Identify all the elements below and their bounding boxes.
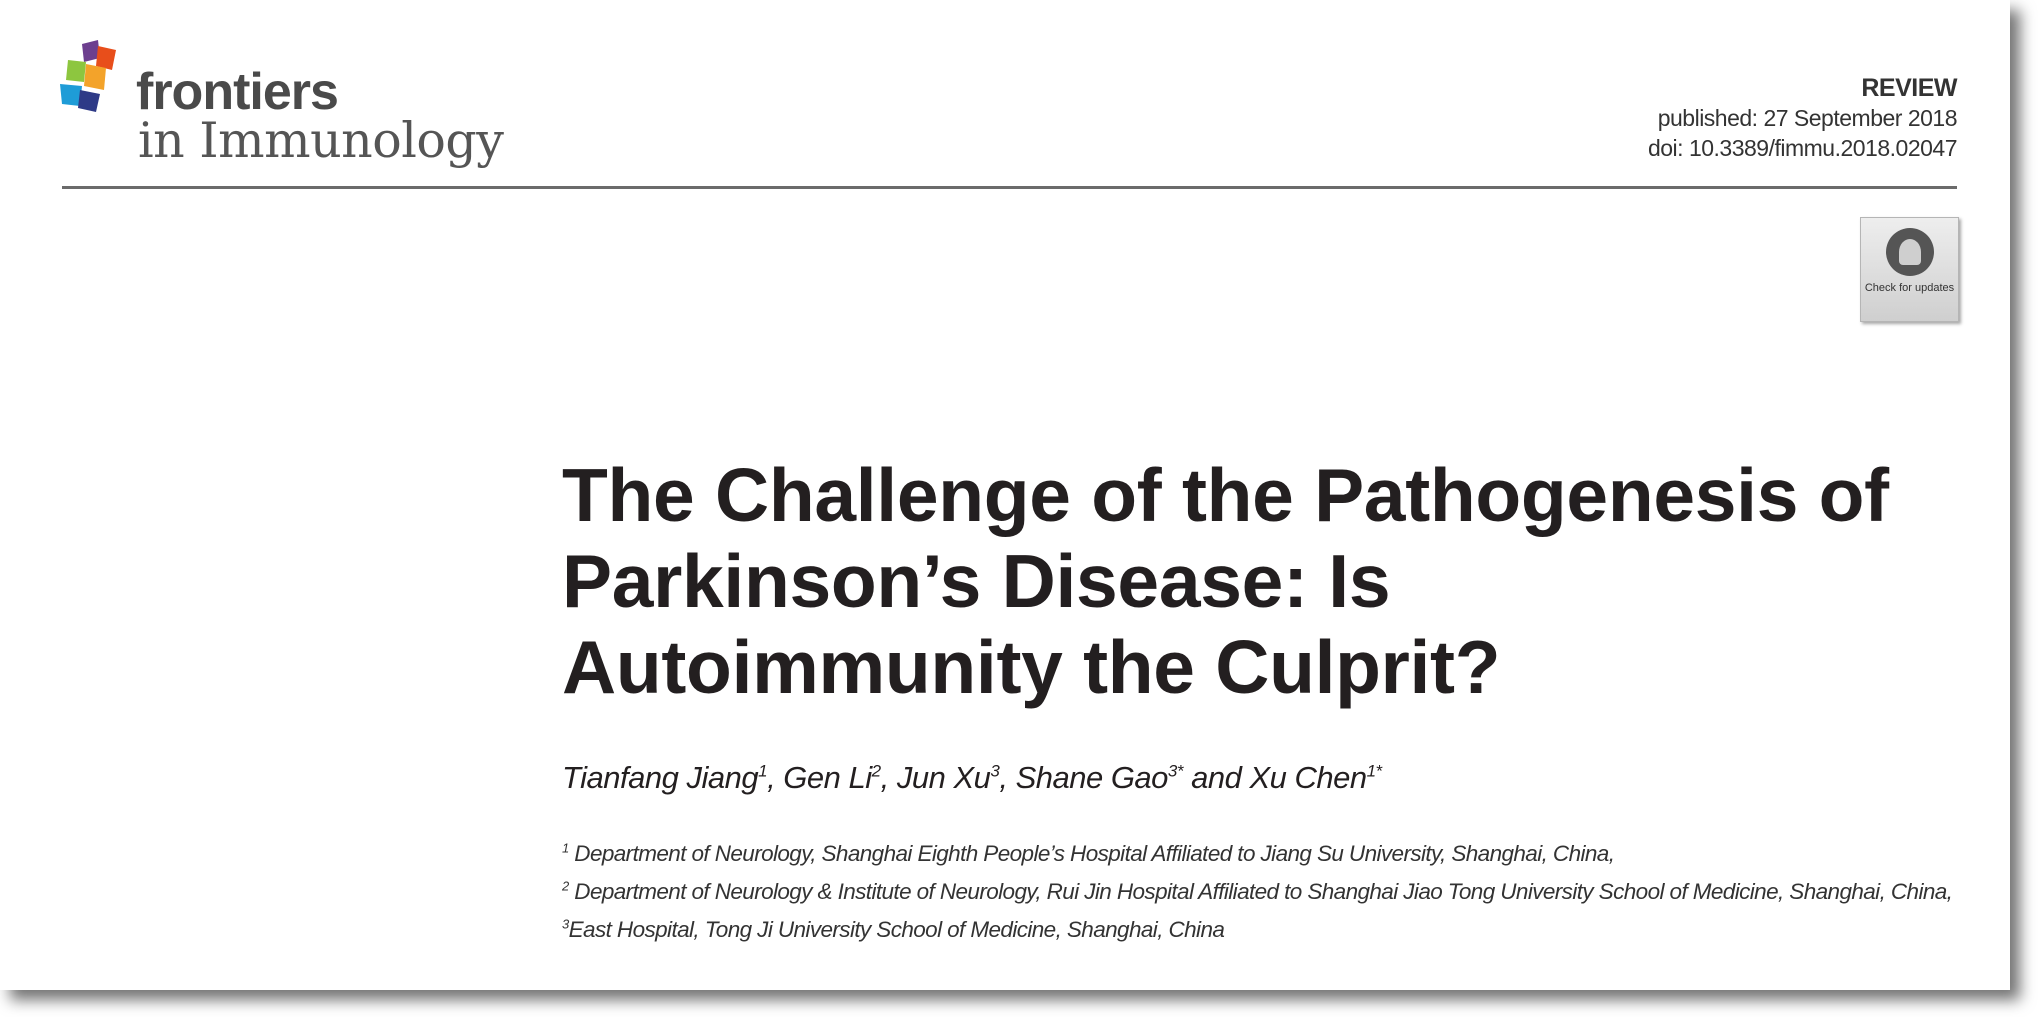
affiliation-text: East Hospital, Tong Ji University School of Medicine, Shanghai, China [568, 917, 1225, 942]
author-affiliation-mark: 1 [758, 761, 768, 781]
title-line: The Challenge of the Pathogenesis of [562, 453, 1889, 537]
author-affiliation-mark: 1* [1366, 761, 1382, 781]
affiliation-text: Department of Neurology & Institute of Neurology, Rui Jin Hospital Affiliated to Shanghai Jiao Tong University School of Medicine, Shanghai, China, [574, 879, 1953, 904]
author-name[interactable]: Tianfang Jiang [562, 760, 759, 795]
author-name[interactable]: Gen Li [783, 760, 872, 795]
article-meta [1648, 74, 1957, 163]
affiliations [562, 835, 1962, 949]
author-affiliation-mark: 2 [871, 761, 881, 781]
author-separator: and [1183, 760, 1250, 795]
frontiers-logo-icon [60, 40, 140, 122]
author-affiliation-mark: 3 [990, 761, 1000, 781]
published-date: published: 27 September 2018 [1657, 105, 1957, 131]
check-updates-label: Check for updates [1864, 282, 1955, 294]
title-line: Autoimmunity the Culprit? [562, 625, 1501, 709]
author-separator: , [999, 760, 1016, 795]
affiliation-mark: 3 [562, 916, 569, 932]
author-separator: , [880, 760, 897, 795]
affiliation-mark: 1 [562, 840, 569, 856]
affiliation-mark: 2 [562, 878, 569, 894]
article-title [562, 452, 1982, 710]
affiliation-2-3 [562, 873, 1962, 949]
author-name[interactable]: Shane Gao [1015, 760, 1168, 795]
bookmark-icon [1886, 228, 1934, 276]
author-list [562, 760, 1382, 796]
affiliation-1 [562, 835, 1962, 873]
author-name[interactable]: Xu Chen [1249, 760, 1367, 795]
author-affiliation-mark: 3* [1167, 761, 1183, 781]
doi-link[interactable]: doi: 10.3389/fimmu.2018.02047 [1647, 135, 1957, 161]
title-line: Parkinson’s Disease: Is [562, 539, 1391, 623]
article-type: REVIEW [1861, 74, 1957, 102]
check-for-updates-button[interactable] [1860, 217, 1959, 322]
author-name[interactable]: Jun Xu [896, 760, 991, 795]
journal-name: in Immunology [138, 112, 504, 169]
header-divider [62, 186, 1957, 189]
affiliation-text: Department of Neurology, Shanghai Eighth People’s Hospital Affiliated to Jiang Su University, Shanghai, China, [574, 841, 1615, 866]
journal-brand: frontiers [136, 63, 338, 121]
author-separator: , [767, 760, 784, 795]
